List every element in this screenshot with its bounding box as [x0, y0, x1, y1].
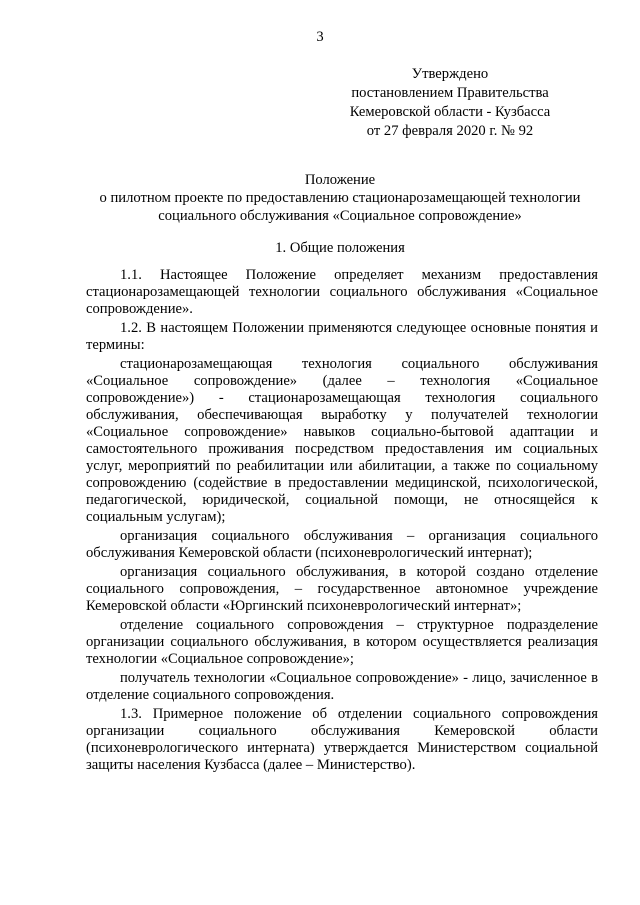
document-body [86, 267, 598, 774]
document-title [80, 171, 600, 225]
approval-line: Утверждено [411, 66, 489, 82]
document-title-line: о пилотном проекте по предоставлению стационарозамещающей технологии [99, 190, 581, 206]
paragraph: 1.1. Настоящее Положение определяет механизм предоставления стационарозамещающей технологии социального обслуживания «Социальное сопровождение». [86, 267, 598, 317]
paragraph: стационарозамещающая технология социального обслуживания «Социальное сопровождение» (далее – технология «Социальное сопровождение») - стационарозамещающая технология социального обслуживания, обеспечивающая выработку у получателей технологии «Социальное сопровождение» навыков социально-бытовой адаптации и самостоятельного проживания посредством предоставления им социальных услуг, мероприятий по реабилитации или абилитации, а также по социальному сопровождению (содействие в предоставлении медицинской, психологической, педагогической, юридической, социальной помощи, не относящейся к социальным услугам); [86, 356, 598, 525]
approval-line: Кемеровской области - Кузбасса [349, 104, 551, 120]
approval-line: постановлением Правительства [351, 85, 549, 101]
paragraph: 1.2. В настоящем Положении применяются следующее основные понятия и термины: [86, 320, 598, 353]
page-number: 3 [316, 29, 324, 45]
approval-block [300, 65, 600, 141]
approval-date-line: от 27 февраля 2020 г. № 92 [366, 123, 534, 139]
section-title: 1. Общие положения [275, 240, 405, 256]
paragraph: организация социального обслуживания, в которой создано отделение социального сопровождения, – государственное автономное учреждение Кемеровской области «Юргинский психоневрологический интернат»; [86, 564, 598, 614]
document-title-line: Положение [304, 172, 376, 188]
paragraph: отделение социального сопровождения – структурное подразделение организации социального обслуживания, в котором осуществляется реализация технологии «Социальное сопровождение»; [86, 617, 598, 667]
paragraph: 1.3. Примерное положение об отделении социального сопровождения организации социального обслуживания Кемеровской области (психоневрологического интерната) утверждается Министерством социальной защиты населения Кузбасса (далее – Министерство). [86, 706, 598, 773]
paragraph: организация социального обслуживания – организация социального обслуживания Кемеровской области (психоневрологический интернат); [86, 528, 598, 561]
document-title-line: социального обслуживания «Социальное сопровождение» [158, 208, 522, 224]
paragraph: получатель технологии «Социальное сопровождение» - лицо, зачисленное в отделение социального сопровождения. [86, 670, 598, 703]
